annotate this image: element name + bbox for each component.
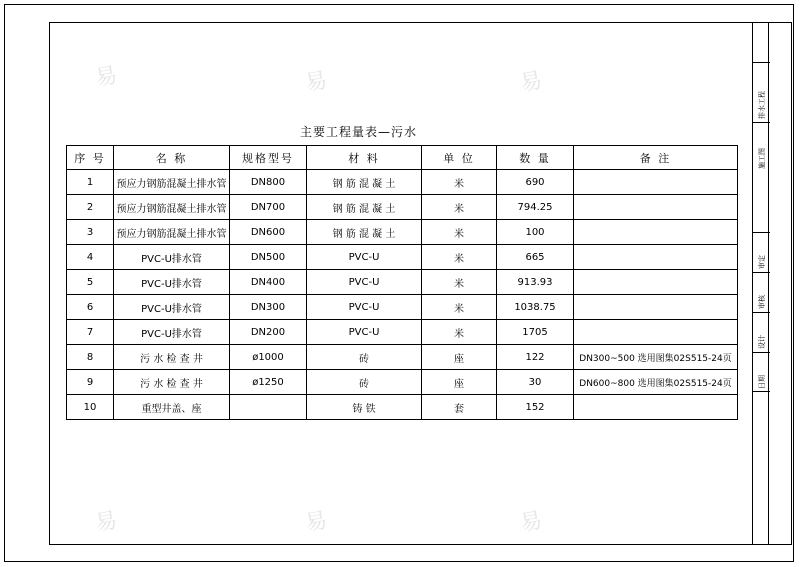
cell-quantity: 122	[497, 345, 574, 370]
cell-unit: 米	[422, 295, 497, 320]
cell-unit: 米	[422, 170, 497, 195]
cell-unit: 套	[422, 395, 497, 420]
table-row	[67, 345, 738, 370]
cell-quantity: 30	[497, 370, 574, 395]
cell-spec: ø1000	[230, 345, 307, 370]
title-block-cell	[753, 352, 770, 392]
watermark: 易	[518, 68, 545, 97]
cell-remark	[574, 320, 738, 345]
cell-unit: 米	[422, 320, 497, 345]
title-block-text: 日期	[758, 375, 766, 389]
cell-remark	[574, 220, 738, 245]
cell-index: 5	[67, 270, 114, 295]
cell-quantity: 794.25	[497, 195, 574, 220]
cell-unit: 座	[422, 345, 497, 370]
cell-quantity: 100	[497, 220, 574, 245]
cell-index: 8	[67, 345, 114, 370]
cell-spec: DN700	[230, 195, 307, 220]
title-block-text: 施工图	[758, 148, 766, 169]
column-header: 单 位	[422, 146, 497, 170]
quantities-table	[66, 145, 738, 420]
cell-unit: 米	[422, 220, 497, 245]
cell-index: 10	[67, 395, 114, 420]
cell-quantity: 690	[497, 170, 574, 195]
cell-material: 钢 筋 混 凝 土	[307, 220, 422, 245]
cell-spec: DN600	[230, 220, 307, 245]
column-header: 备 注	[574, 146, 738, 170]
cell-spec: DN500	[230, 245, 307, 270]
cell-unit: 米	[422, 245, 497, 270]
cell-index: 7	[67, 320, 114, 345]
cell-unit: 座	[422, 370, 497, 395]
title-block-text: 审核	[758, 295, 766, 309]
cell-spec: ø1250	[230, 370, 307, 395]
cell-material: PVC-U	[307, 295, 422, 320]
watermark: 易	[303, 508, 330, 537]
table-row	[67, 270, 738, 295]
column-header: 数 量	[497, 146, 574, 170]
table-row	[67, 395, 738, 420]
cell-quantity: 1038.75	[497, 295, 574, 320]
cell-index: 4	[67, 245, 114, 270]
cell-material: 钢 筋 混 凝 土	[307, 170, 422, 195]
cell-name: 预应力钢筋混凝土排水管	[114, 220, 230, 245]
cell-remark: DN300~500 选用图集02S515-24页	[574, 345, 738, 370]
cell-remark	[574, 170, 738, 195]
table-row	[67, 220, 738, 245]
cell-spec: DN300	[230, 295, 307, 320]
table-row	[67, 370, 738, 395]
column-header: 序 号	[67, 146, 114, 170]
column-header: 材 料	[307, 146, 422, 170]
cell-quantity: 665	[497, 245, 574, 270]
cell-name: PVC-U排水管	[114, 320, 230, 345]
cell-name: 预应力钢筋混凝土排水管	[114, 195, 230, 220]
cell-quantity: 913.93	[497, 270, 574, 295]
watermark: 易	[93, 508, 120, 537]
cell-material: 砖	[307, 370, 422, 395]
cell-index: 6	[67, 295, 114, 320]
title-block-cell	[753, 272, 770, 312]
cell-material: PVC-U	[307, 320, 422, 345]
cell-name: 重型井盖、座	[114, 395, 230, 420]
cell-unit: 米	[422, 270, 497, 295]
cell-quantity: 1705	[497, 320, 574, 345]
table-row	[67, 295, 738, 320]
cell-name: PVC-U排水管	[114, 270, 230, 295]
cell-index: 9	[67, 370, 114, 395]
table-row	[67, 195, 738, 220]
cell-material: 铸 铁	[307, 395, 422, 420]
title-block-text: 排水工程	[758, 91, 766, 119]
cell-remark	[574, 295, 738, 320]
table-header-row	[67, 146, 738, 170]
watermark: 易	[93, 63, 120, 92]
cell-index: 2	[67, 195, 114, 220]
title-block-cell	[753, 312, 770, 352]
title-block-cell	[753, 122, 770, 172]
cell-spec: DN800	[230, 170, 307, 195]
table-row	[67, 170, 738, 195]
cell-spec: DN400	[230, 270, 307, 295]
cell-remark: DN600~800 选用图集02S515-24页	[574, 370, 738, 395]
cell-name: PVC-U排水管	[114, 245, 230, 270]
cell-remark	[574, 270, 738, 295]
title-block-strip	[752, 22, 769, 545]
watermark: 易	[303, 68, 330, 97]
table-row	[67, 245, 738, 270]
table-title: 主要工程量表—污水	[300, 125, 418, 139]
cell-remark	[574, 245, 738, 270]
cell-material: 砖	[307, 345, 422, 370]
cell-material: PVC-U	[307, 270, 422, 295]
watermark: 易	[518, 508, 545, 537]
cell-quantity: 152	[497, 395, 574, 420]
cell-remark	[574, 195, 738, 220]
cell-remark	[574, 395, 738, 420]
title-block-text: 设计	[758, 335, 766, 349]
cell-name: 污 水 检 查 井	[114, 345, 230, 370]
title-block-cell	[753, 62, 770, 122]
cell-name: 污 水 检 查 井	[114, 370, 230, 395]
title-block-text: 审定	[758, 255, 766, 269]
table-row	[67, 320, 738, 345]
cell-material: 钢 筋 混 凝 土	[307, 195, 422, 220]
cell-name: 预应力钢筋混凝土排水管	[114, 170, 230, 195]
cell-name: PVC-U排水管	[114, 295, 230, 320]
title-block-cell	[753, 232, 770, 272]
cell-spec	[230, 395, 307, 420]
cell-index: 1	[67, 170, 114, 195]
cell-material: PVC-U	[307, 245, 422, 270]
cell-unit: 米	[422, 195, 497, 220]
cell-index: 3	[67, 220, 114, 245]
column-header: 规格型号	[230, 146, 307, 170]
column-header: 名 称	[114, 146, 230, 170]
cell-spec: DN200	[230, 320, 307, 345]
